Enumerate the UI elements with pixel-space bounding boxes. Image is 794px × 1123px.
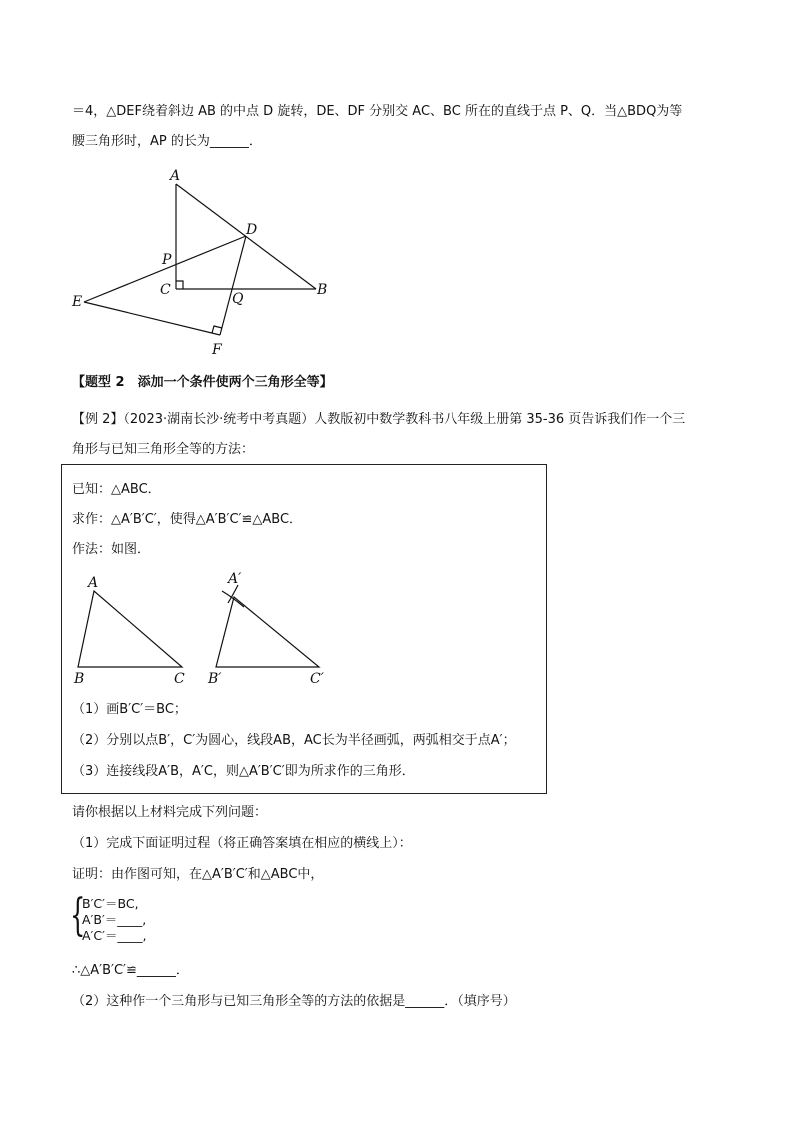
label-q: Q: [232, 291, 244, 307]
label-a-right: A′: [228, 571, 242, 587]
problem-line-1: ＝4，△DEF绕着斜边 AB 的中点 D 旋转，DE、DF 分别交 AC、BC 所在的直线于点 P、Q．当△BDQ为等: [72, 104, 683, 119]
rotation-figure: [60, 160, 350, 360]
construct-line: 求作：△A′B′C′，使得△A′B′C′≌△ABC．: [72, 512, 303, 527]
example-line-1: 【例 2】（2023·湖南长沙·统考中考真题）人教版初中数学教科书八年级上册第 35-36 页告诉我们作一个三: [72, 412, 686, 427]
known-line: 已知：△ABC．: [72, 482, 161, 497]
label-e: E: [72, 294, 83, 310]
question-2: （2）这种作一个三角形与已知三角形全等的方法的依据是______．（填序号）: [72, 994, 516, 1009]
system-brace: {: [70, 890, 86, 941]
section-heading: 【题型 2 添加一个条件使两个三角形全等】: [72, 375, 333, 390]
step-3: （3）连接线段A′B，A′C，则△A′B′C′即为所求作的三角形．: [72, 764, 415, 779]
triangle-a1b1c1: [216, 597, 319, 667]
construction-box: [61, 464, 547, 794]
label-p: P: [162, 252, 172, 268]
label-b-left: B: [74, 671, 85, 687]
label-c: C: [160, 282, 171, 298]
system-eq-1: B′C′＝BC,: [82, 896, 139, 911]
proof-line: 证明：由作图可知，在△A′B′C′和△ABC中，: [72, 867, 324, 882]
construction-figures: [62, 571, 352, 689]
system-eq-2: A′B′＝____,: [82, 912, 147, 927]
label-c-left: C: [174, 671, 185, 687]
right-angle-c: [176, 281, 183, 289]
label-d: D: [246, 222, 258, 238]
label-a: A: [170, 168, 181, 184]
triangle-abc: [78, 591, 182, 667]
conclusion-line: ∴△A′B′C′≌______．: [72, 963, 189, 978]
step-1: （1）画B′C′＝BC；: [72, 702, 187, 717]
label-c-right: C′: [310, 671, 324, 687]
example-line-2: 角形与已知三角形全等的方法：: [72, 442, 255, 457]
segment-ef: [84, 302, 220, 335]
label-b-right: B′: [208, 671, 222, 687]
system-eq-3: A′C′＝____,: [82, 928, 147, 943]
question-1: （1）完成下面证明过程（将正确答案填在相应的横线上）：: [72, 836, 412, 851]
step-2: （2）分别以点B′，C′为圆心，线段AB，AC长为半径画弧，两弧相交于点A′；: [72, 733, 516, 748]
label-b: B: [317, 282, 328, 298]
problem-line-2: 腰三角形时，AP 的长为______．: [72, 134, 262, 149]
label-a-left: A: [88, 575, 99, 591]
questions-intro: 请你根据以上材料完成下列问题：: [72, 805, 268, 820]
segment-df: [220, 236, 246, 335]
method-line: 作法：如图．: [72, 542, 151, 557]
label-f: F: [212, 342, 222, 358]
